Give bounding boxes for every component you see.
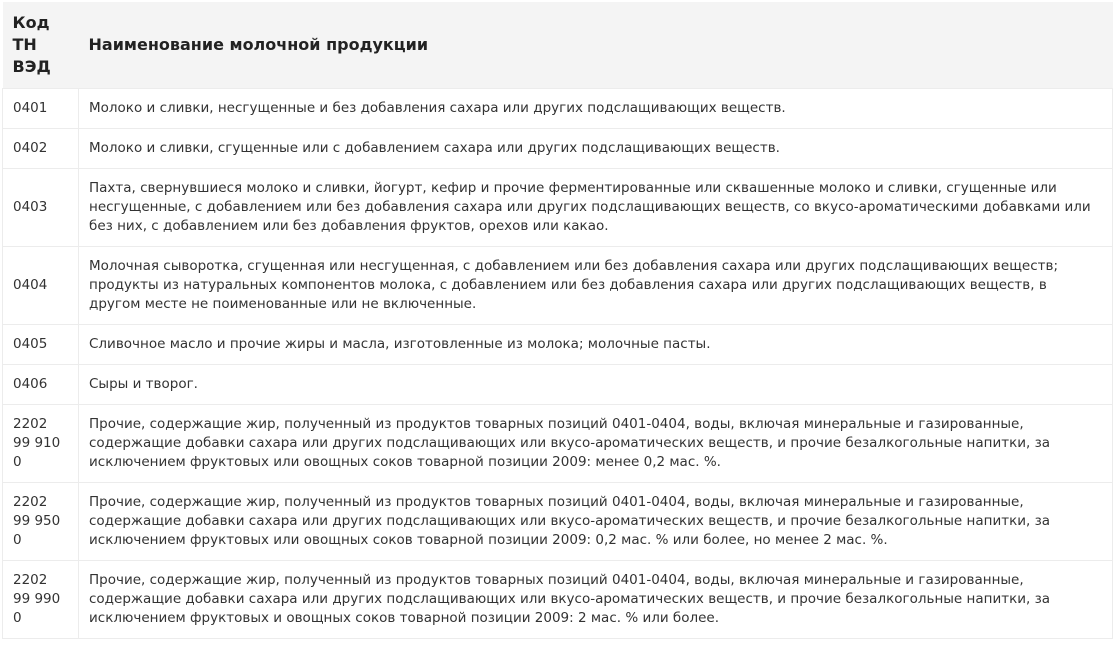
row-product-name: Пахта, свернувшиеся молоко и сливки, йогурт, кефир и прочие ферментированные или сквашенные молоко и сливки, сгущенные или несгущенные, с добавлением или без добавления сахара или других подслащивающих веществ, со вкусо-ароматическими добавками или без них, с добавлением или без добавления фруктов, орехов или какао. <box>79 169 1113 247</box>
row-code: 0405 <box>3 325 79 365</box>
row-code: 0403 <box>3 169 79 247</box>
row-code: 0401 <box>3 89 79 129</box>
header-product-name: Наименование молочной продукции <box>79 2 1113 89</box>
row-code: 2202 99 990 0 <box>3 561 79 639</box>
row-code: 2202 99 950 0 <box>3 483 79 561</box>
table-row <box>3 129 1113 169</box>
table-row <box>3 247 1113 325</box>
table-row <box>3 169 1113 247</box>
row-product-name: Прочие, содержащие жир, полученный из продуктов товарных позиций 0401-0404, воды, включая минеральные и газированные, содержащие добавки сахара или других подслащивающих или вкусо-ароматических веществ, и прочие безалкогольные напитки, за исключением фруктовых и овощных соков товарной позиции 2009: 2 мас. % или более. <box>79 561 1113 639</box>
row-code: 0402 <box>3 129 79 169</box>
row-product-name: Молоко и сливки, сгущенные или с добавлением сахара или других подслащивающих веществ. <box>79 129 1113 169</box>
table-row <box>3 325 1113 365</box>
dairy-products-table <box>2 2 1113 639</box>
table-row <box>3 365 1113 405</box>
header-code-line2: ТН <box>12 35 37 54</box>
row-code: 0406 <box>3 365 79 405</box>
row-product-name: Сливочное масло и прочие жиры и масла, изготовленные из молока; молочные пасты. <box>79 325 1113 365</box>
header-code-line1: Код <box>12 13 50 32</box>
row-product-name: Молочная сыворотка, сгущенная или несгущенная, с добавлением или без добавления сахара или других подслащивающих веществ; продукты из натуральных компонентов молока, с добавлением или без добавления сахара или других подслащивающих веществ, в другом месте не поименованные или не включенные. <box>79 247 1113 325</box>
row-code: 2202 99 910 0 <box>3 405 79 483</box>
row-product-name: Прочие, содержащие жир, полученный из продуктов товарных позиций 0401-0404, воды, включая минеральные и газированные, содержащие добавки сахара или других подслащивающих или вкусо-ароматических веществ, и прочие безалкогольные напитки, за исключением фруктовых или овощных соков товарной позиции 2009: менее 0,2 мас. %. <box>79 405 1113 483</box>
table-header <box>3 2 1113 89</box>
header-code-line3: ВЭД <box>12 57 51 76</box>
table-row <box>3 89 1113 129</box>
table-row <box>3 483 1113 561</box>
header-row <box>3 2 1113 89</box>
dairy-products-table-wrapper <box>2 2 1112 639</box>
table-body <box>3 89 1113 639</box>
row-product-name: Прочие, содержащие жир, полученный из продуктов товарных позиций 0401-0404, воды, включая минеральные и газированные, содержащие добавки сахара или других подслащивающих или вкусо-ароматических веществ, и прочие безалкогольные напитки, за исключением фруктовых или овощных соков товарной позиции 2009: 0,2 мас. % или более, но менее 2 мас. %. <box>79 483 1113 561</box>
row-product-name: Молоко и сливки, несгущенные и без добавления сахара или других подслащивающих веществ. <box>79 89 1113 129</box>
header-code-tn-ved <box>3 2 79 89</box>
row-code: 0404 <box>3 247 79 325</box>
row-product-name: Сыры и творог. <box>79 365 1113 405</box>
table-row <box>3 405 1113 483</box>
table-row <box>3 561 1113 639</box>
